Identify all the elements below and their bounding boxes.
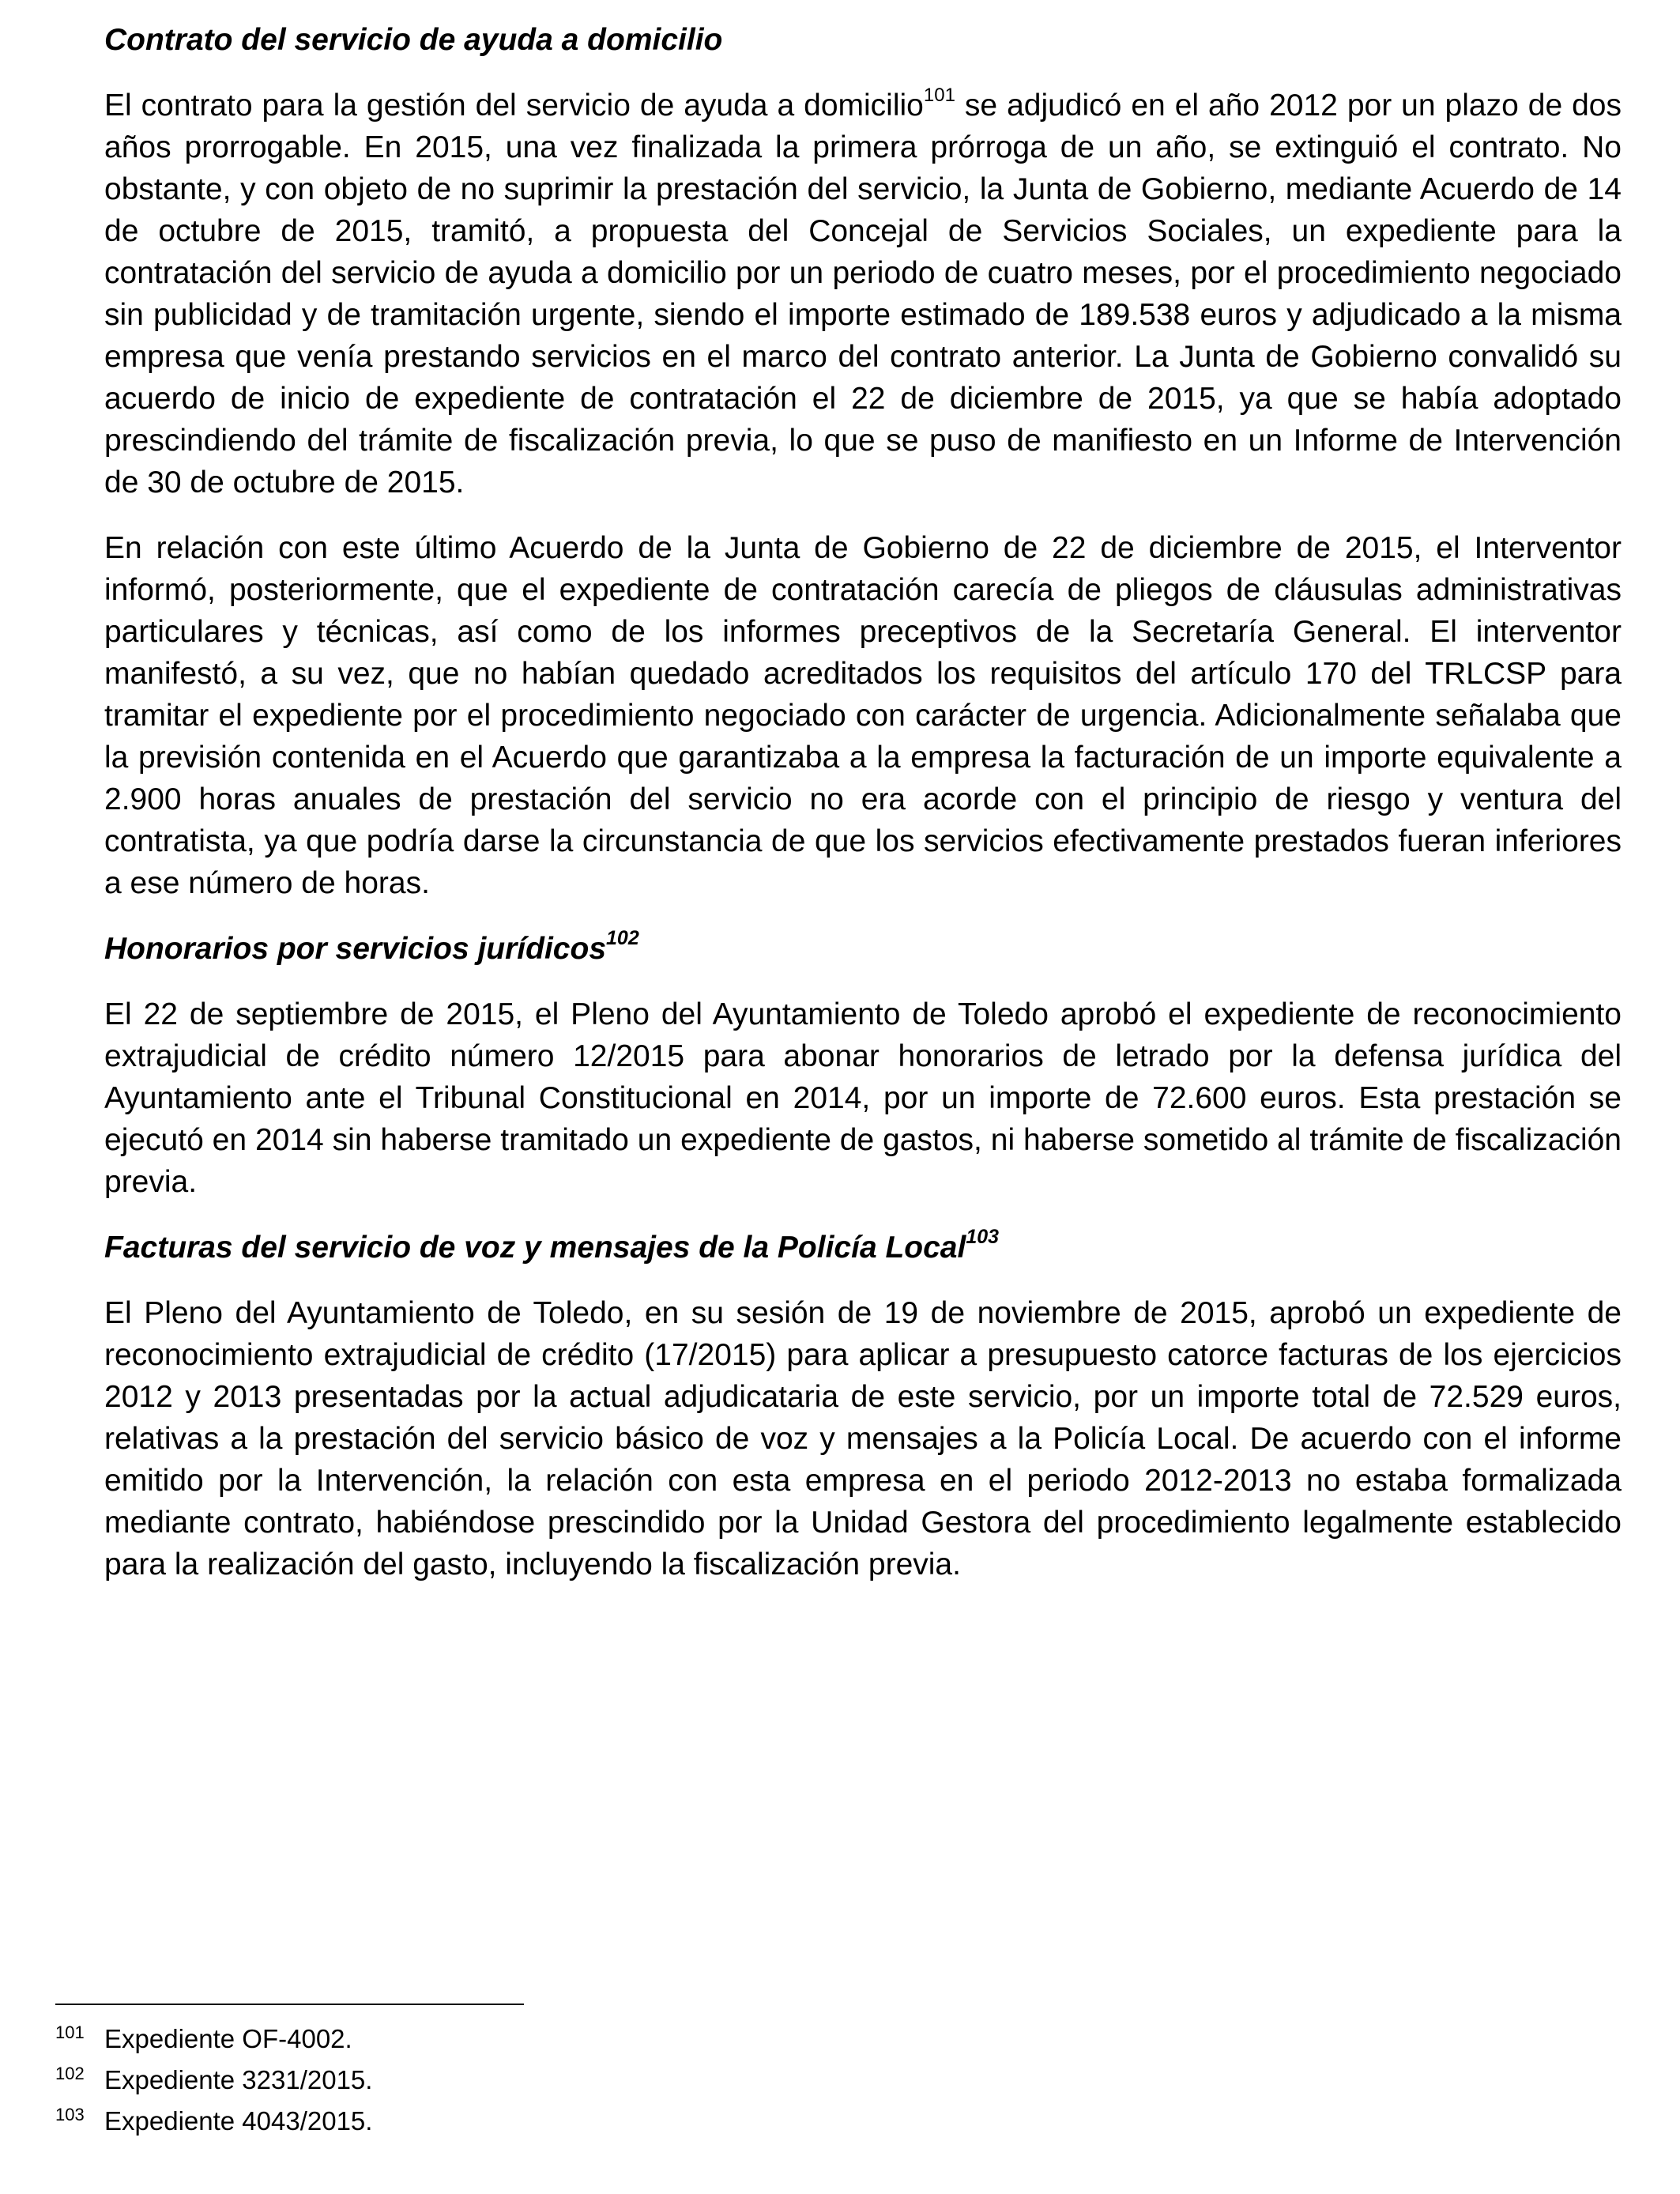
paragraph-ayuda-domicilio-1: El contrato para la gestión del servicio de ayuda a domicilio$^{101}$ se adjudicó en el año 2012 por un plazo de dos años prorrogable. En 2015, una vez finalizada la primera prórroga de un año, se extinguió el contrato. No obstante, y con objeto de no suprimir la prestación del servicio, la Junta de Gobierno, mediante Acuerdo de 14 de octubre de 2015, tramitó, a propuesta del Concejal de Servicios Sociales, un expediente para la contratación del servicio de ayuda a domicilio por un periodo de cuatro meses, por el procedimiento negociado sin publicidad y de tramitación urgente, siendo el importe estimado de 189.538 euros y adjudicado a la misma empresa que venía prestando servicios en el marco del contrato anterior. La Junta de Gobierno convalidó su acuerdo de inicio de expediente de contratación el 22 de diciembre de 2015, ya que se había adoptado prescindiendo del trámite de fiscalización previa, lo que se puso de manifiesto en un Informe de Intervención de 30 de octubre de 2015.: [104, 85, 1622, 499]
footnote-divider: [55, 2004, 524, 2005]
section-heading-facturas-policia: Facturas del servicio de voz y mensajes de la Policía Local$^{103}$: [104, 1226, 1000, 1265]
footnote-text: Expediente OF-4002.: [104, 2024, 352, 2053]
footnote-103: [55, 2102, 1004, 2143]
footnote-ref-102[interactable]: 102: [606, 927, 639, 949]
section-heading-ayuda-domicilio: Contrato del servicio de ayuda a domicilio: [104, 23, 723, 57]
paragraph-honorarios: El 22 de septiembre de 2015, el Pleno del Ayuntamiento de Toledo aprobó el expediente de reconocimiento extrajudicial de crédito número 12/2015 para abonar honorarios de letrado por la defensa jurídica del Ayuntamiento ante el Tribunal Constitucional en 2014, por un importe de 72.600 euros. Esta prestación se ejecutó en 2014 sin haberse tramitado un expediente de gastos, ni haberse sometido al trámite de fiscalización previa.: [104, 997, 1622, 1199]
footnote-101: [55, 2020, 1004, 2061]
document-body: [104, 19, 1622, 1585]
footnote-mark: 102: [55, 2064, 85, 2083]
footnote-102: [55, 2061, 1004, 2102]
footnote-text: Expediente 4043/2015.: [104, 2106, 373, 2136]
paragraph-facturas-policia: El Pleno del Ayuntamiento de Toledo, en su sesión de 19 de noviembre de 2015, aprobó un expediente de reconocimiento extrajudicial de crédito (17/2015) para aplicar a presupuesto catorce facturas de los ejercicios 2012 y 2013 presentadas por la actual adjudicataria de este servicio, por un importe total de 72.529 euros, relativas a la prestación del servicio básico de voz y mensajes a la Policía Local. De acuerdo con el informe emitido por la Intervención, la relación con esta empresa en el periodo 2012-2013 no estaba formalizada mediante contrato, habiéndose prescindido por la Unidad Gestora del procedimiento legalmente establecido para la realización del gasto, incluyendo la fiscalización previa.: [104, 1296, 1622, 1581]
footnote-mark: 103: [55, 2105, 85, 2124]
footnote-text: Expediente 3231/2015.: [104, 2065, 373, 2094]
footnote-ref-101[interactable]: 101: [923, 85, 955, 106]
section-heading-honorarios: Honorarios por servicios jurídicos$^{102}$: [104, 927, 639, 966]
footnotes: [55, 2020, 1004, 2143]
paragraph-ayuda-domicilio-2: En relación con este último Acuerdo de la Junta de Gobierno de 22 de diciembre de 2015, el Interventor informó, posteriormente, que el expediente de contratación carecía de pliegos de cláusulas administrativas particulares y técnicas, así como de los informes preceptivos de la Secretaría General. El interventor manifestó, a su vez, que no habían quedado acreditados los requisitos del artículo 170 del TRLCSP para tramitar el expediente por el procedimiento negociado con carácter de urgencia. Adicionalmente señalaba que la previsión contenida en el Acuerdo que garantizaba a la empresa la facturación de un importe equivalente a 2.900 horas anuales de prestación del servicio no era acorde con el principio de riesgo y ventura del contratista, ya que podría darse la circunstancia de que los servicios efectivamente prestados fueran inferiores a ese número de horas.: [104, 531, 1622, 900]
footnote-mark: 101: [55, 2022, 85, 2042]
footnote-ref-103[interactable]: 103: [966, 1226, 1000, 1248]
